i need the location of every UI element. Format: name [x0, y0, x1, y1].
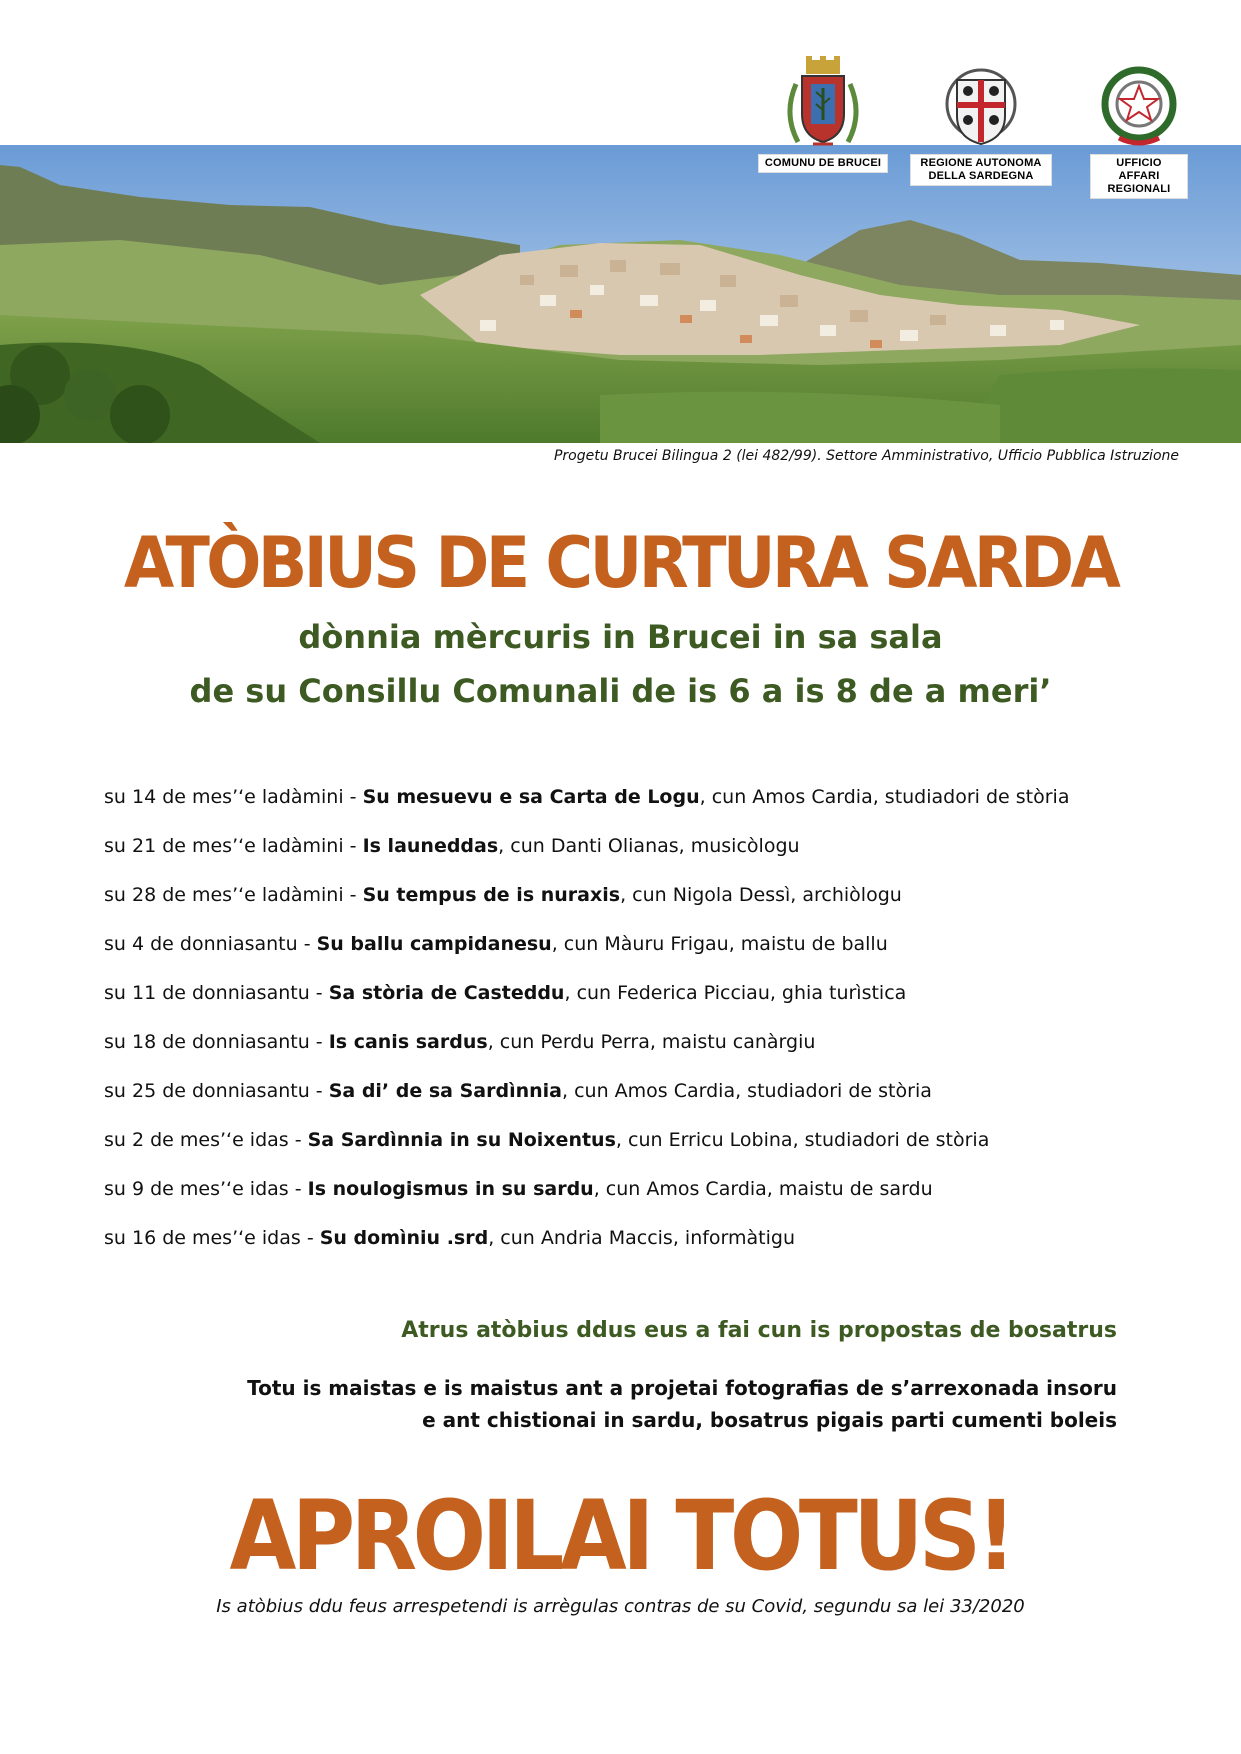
event-topic: Su mesuevu e sa Carta de Logu	[362, 786, 700, 808]
logo-affari-regionali	[1065, 54, 1213, 199]
event-date: su 21 de mes’‘e ladàmini	[104, 835, 344, 857]
photo-caption: Progetu Brucei Bilingua 2 (lei 482/99). Settore Amministrativo, Ufficio Pubblica Istruzione	[553, 448, 1179, 464]
event-speaker: cun Nigola Dessì, archiòlogu	[632, 884, 902, 906]
event-date: su 9 de mes’‘e idas	[104, 1178, 289, 1200]
event-item: su 4 de donniasantu - Su ballu campidanesu, cun Màuru Frigau, maistu de ballu	[104, 933, 888, 955]
event-speaker: cun Andria Maccis, informàtigu	[500, 1227, 796, 1249]
logo-comunu-de-brucei	[749, 54, 897, 199]
event-speaker: cun Amos Cardia, maistu de sardu	[605, 1178, 933, 1200]
event-speaker: cun Amos Cardia, studiadori de stòria	[711, 786, 1070, 808]
event-topic: Sa stòria de Casteddu	[328, 982, 565, 1004]
event-item: su 21 de mes’‘e ladàmini - Is launeddas, cun Danti Olianas, musicòlogu	[104, 835, 800, 857]
event-topic: Is noulogismus in su sardu	[307, 1178, 594, 1200]
event-date: su 28 de mes’‘e ladàmini	[104, 884, 344, 906]
event-date: su 25 de donniasantu	[104, 1080, 310, 1102]
event-item: su 28 de mes’‘e ladàmini - Su tempus de is nuraxis, cun Nigola Dessì, archiòlogu	[104, 884, 902, 906]
sardinia-four-moors-icon	[907, 54, 1055, 150]
event-topic: Is canis sardus	[328, 1031, 488, 1053]
logo-label: COMUNU DE BRUCEI	[758, 154, 888, 173]
note-line-1: Totu is maistas e is maistus ant a projetai fotografias de s’arrexonada insoru	[247, 1376, 1117, 1400]
event-topic: Sa Sardìnnia in su Noixentus	[307, 1129, 616, 1151]
page-title: ATÒBIUS DE CURTURA SARDA	[123, 522, 1118, 604]
event-date: su 11 de donniasantu	[104, 982, 310, 1004]
logo-regione-sardegna	[907, 54, 1055, 199]
event-item: su 18 de donniasantu - Is canis sardus, cun Perdu Perra, maistu canàrgiu	[104, 1031, 816, 1053]
subtitle-line-2: de su Consillu Comunali de is 6 a is 8 de a meri’	[189, 672, 1052, 710]
other-meetings-note: Atrus atòbius ddus eus a fai cun is propostas de bosatrus	[401, 1318, 1117, 1343]
logo-label: REGIONE AUTONOMA DELLA SARDEGNA	[910, 154, 1052, 186]
logo-bar	[749, 54, 1213, 199]
event-topic: Sa di’ de sa Sardìnnia	[328, 1080, 562, 1102]
event-date: su 2 de mes’‘e idas	[104, 1129, 289, 1151]
event-topic: Is launeddas	[362, 835, 499, 857]
italian-republic-emblem-icon	[1065, 54, 1213, 150]
presentation-note	[247, 1372, 1117, 1436]
event-date: su 4 de donniasantu	[104, 933, 298, 955]
note-line-2: e ant chistionai in sardu, bosatrus pigais parti cumenti boleis	[422, 1408, 1117, 1432]
event-topic: Su ballu campidanesu	[316, 933, 552, 955]
subtitle-line-1: dònnia mèrcuris in Brucei in sa sala	[298, 618, 943, 656]
event-speaker: cun Perdu Perra, maistu canàrgiu	[499, 1031, 816, 1053]
event-item: su 25 de donniasantu - Sa di’ de sa Sardìnnia, cun Amos Cardia, studiadori de stòria	[104, 1080, 932, 1102]
event-speaker: cun Màuru Frigau, maistu de ballu	[563, 933, 888, 955]
covid-footer: Is atòbius ddu feus arrespetendi is arrègulas contras de su Covid, segundu sa lei 33/2020	[216, 1596, 1025, 1617]
event-topic: Su tempus de is nuraxis	[362, 884, 621, 906]
event-item: su 14 de mes’‘e ladàmini - Su mesuevu e sa Carta de Logu, cun Amos Cardia, studiadori de stòria	[104, 786, 1070, 808]
event-date: su 14 de mes’‘e ladàmini	[104, 786, 344, 808]
event-topic: Su domìniu .srd	[319, 1227, 489, 1249]
event-item: su 2 de mes’‘e idas - Sa Sardìnnia in su Noixentus, cun Erricu Lobina, studiadori de stòria	[104, 1129, 990, 1151]
town-crest-icon	[749, 54, 897, 150]
event-item: su 11 de donniasantu - Sa stòria de Casteddu, cun Federica Picciau, ghia turìstica	[104, 982, 907, 1004]
event-item: su 9 de mes’‘e idas - Is noulogismus in su sardu, cun Amos Cardia, maistu de sardu	[104, 1178, 933, 1200]
event-speaker: cun Erricu Lobina, studiadori de stòria	[628, 1129, 990, 1151]
call-to-action: APROILAI TOTUS!	[229, 1480, 1012, 1592]
logo-label: UFFICIO AFFARI REGIONALI	[1090, 154, 1188, 199]
event-speaker: cun Amos Cardia, studiadori de stòria	[574, 1080, 932, 1102]
event-item: su 16 de mes’‘e idas - Su domìniu .srd, cun Andria Maccis, informàtigu	[104, 1227, 796, 1249]
event-speaker: cun Federica Picciau, ghia turìstica	[576, 982, 907, 1004]
event-date: su 16 de mes’‘e idas	[104, 1227, 301, 1249]
event-speaker: cun Danti Olianas, musicòlogu	[510, 835, 800, 857]
event-date: su 18 de donniasantu	[104, 1031, 310, 1053]
event-list	[104, 782, 1069, 1272]
